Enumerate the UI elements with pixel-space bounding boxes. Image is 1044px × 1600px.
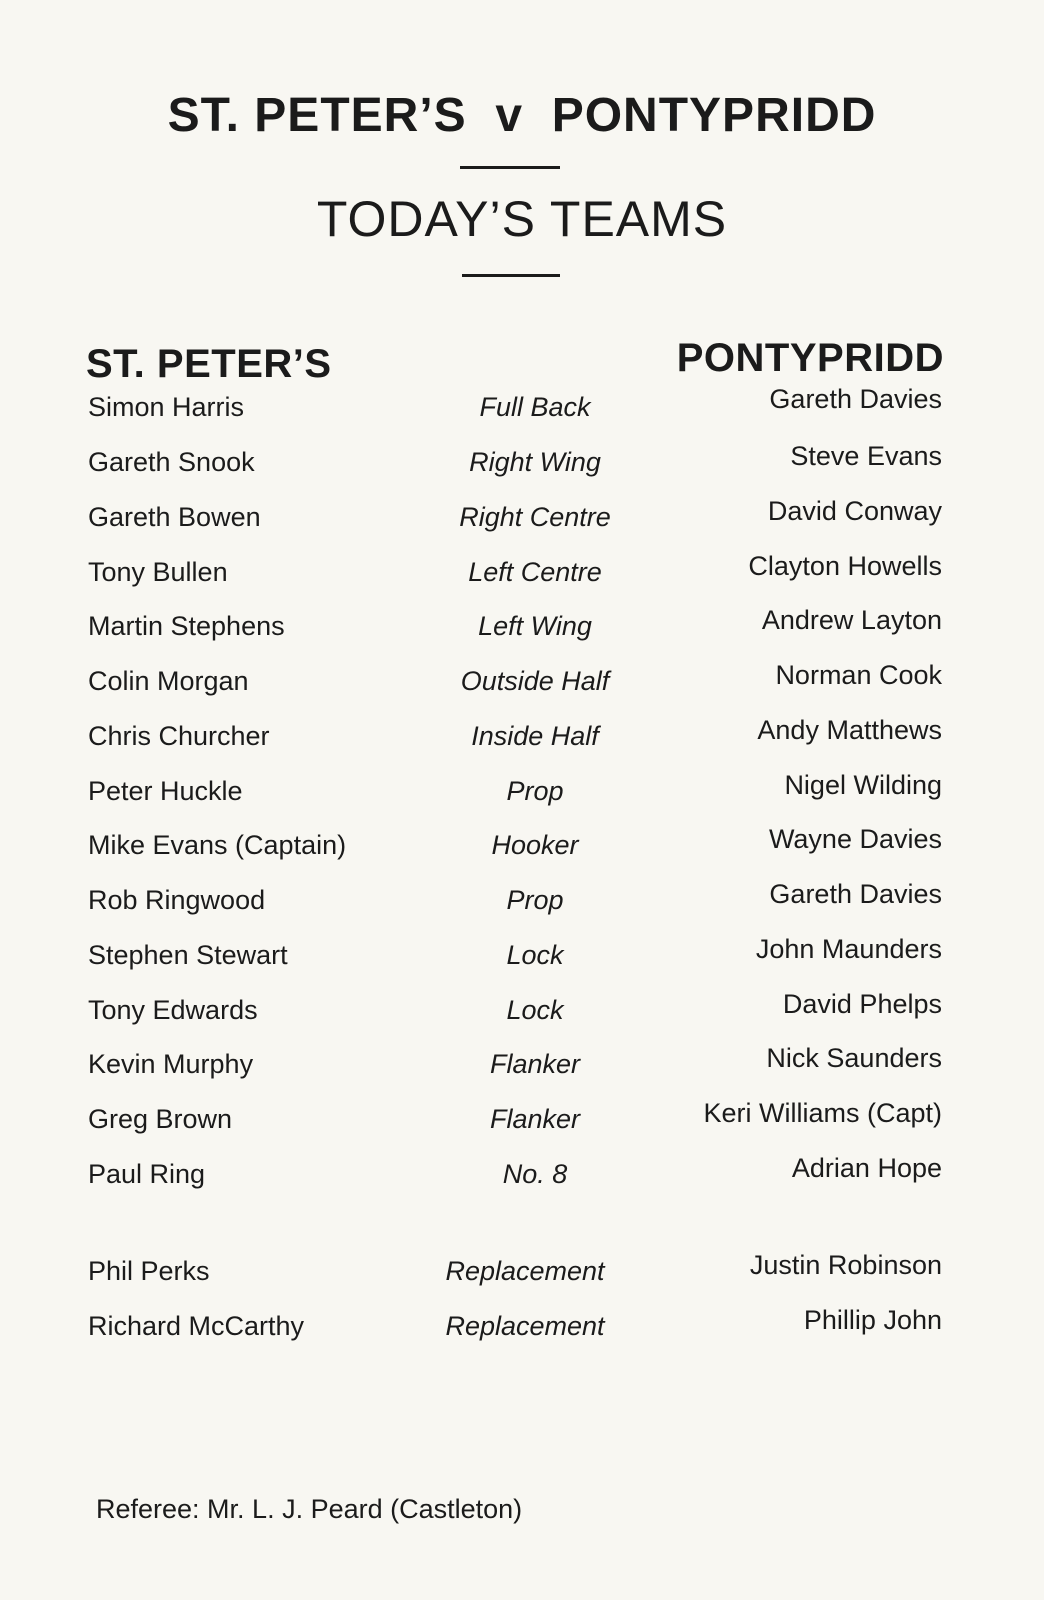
position-label: Right Wing xyxy=(469,447,601,477)
away-player: Norman Cook xyxy=(775,660,942,690)
away-player: Andy Matthews xyxy=(757,715,942,745)
away-player: Wayne Davies xyxy=(768,824,942,854)
home-player: Chris Churcher xyxy=(88,721,270,751)
away-player: Justin Robinson xyxy=(749,1250,942,1280)
replacement-row xyxy=(0,1305,1044,1351)
away-player: Steve Evans xyxy=(790,441,942,471)
lineup-row xyxy=(0,770,1044,816)
position-label: Lock xyxy=(506,940,564,970)
lineup-row xyxy=(0,496,1044,542)
lineup-row xyxy=(0,551,1044,597)
position-label: Prop xyxy=(506,776,564,806)
away-player: Nigel Wilding xyxy=(784,770,942,800)
position-label: Right Centre xyxy=(459,502,611,532)
away-player: Nick Saunders xyxy=(766,1043,942,1073)
home-player: Kevin Murphy xyxy=(88,1049,254,1079)
position-label: Full Back xyxy=(479,392,591,422)
position-label: Outside Half xyxy=(460,666,610,696)
home-player: Gareth Snook xyxy=(88,447,255,477)
position-label: Replacement xyxy=(445,1311,605,1341)
page-subtitle: TODAY’S TEAMS xyxy=(316,191,728,247)
home-team-heading: ST. PETER’S xyxy=(86,342,332,386)
away-player: Gareth Davies xyxy=(769,879,942,909)
lineup-row xyxy=(0,605,1044,651)
lineup-row xyxy=(0,715,1044,761)
away-player: Adrian Hope xyxy=(791,1153,942,1183)
position-label: Lock xyxy=(506,995,564,1025)
position-label: Flanker xyxy=(489,1104,581,1134)
home-player: Martin Stephens xyxy=(88,611,285,641)
home-player: Gareth Bowen xyxy=(88,502,261,532)
home-player: Rob Ringwood xyxy=(88,885,266,915)
position-label: Left Wing xyxy=(478,611,592,641)
home-player: Mike Evans (Captain) xyxy=(88,830,347,860)
home-player: Richard McCarthy xyxy=(88,1311,305,1341)
home-player: Tony Edwards xyxy=(88,995,258,1025)
home-player: Colin Morgan xyxy=(88,666,249,696)
lineup-row xyxy=(0,879,1044,925)
subtitle-divider xyxy=(462,274,560,277)
away-team-heading: PONTYPRIDD xyxy=(676,336,944,380)
position-label: Left Centre xyxy=(468,557,602,587)
position-label: Replacement xyxy=(445,1256,605,1286)
away-player: Clayton Howells xyxy=(748,551,942,581)
away-player: Keri Williams (Capt) xyxy=(703,1098,942,1128)
home-player: Phil Perks xyxy=(88,1256,210,1286)
lineup-row xyxy=(0,1043,1044,1089)
home-player: Tony Bullen xyxy=(88,557,228,587)
away-player: Phillip John xyxy=(803,1305,942,1335)
match-title: ST. PETER’S v PONTYPRIDD xyxy=(167,89,877,142)
away-player: David Conway xyxy=(767,496,942,526)
away-player: John Maunders xyxy=(755,934,942,964)
home-player: Peter Huckle xyxy=(88,776,243,806)
home-player: Greg Brown xyxy=(88,1104,233,1134)
lineup-row xyxy=(0,1098,1044,1144)
lineup-row xyxy=(0,660,1044,706)
position-label: No. 8 xyxy=(502,1159,568,1189)
referee-line: Referee: Mr. L. J. Peard (Castleton) xyxy=(96,1494,523,1524)
lineup-row xyxy=(0,1153,1044,1199)
position-label: Hooker xyxy=(491,830,579,860)
away-player: Gareth Davies xyxy=(769,384,942,414)
home-player: Simon Harris xyxy=(88,392,245,422)
title-divider xyxy=(460,166,560,169)
lineup-row xyxy=(0,441,1044,487)
position-label: Prop xyxy=(506,885,564,915)
lineup-row xyxy=(0,824,1044,870)
away-player: Andrew Layton xyxy=(761,605,942,635)
replacement-row xyxy=(0,1250,1044,1296)
lineup-row xyxy=(0,934,1044,980)
position-label: Flanker xyxy=(489,1049,581,1079)
position-label: Inside Half xyxy=(471,721,599,751)
lineup-row xyxy=(0,989,1044,1035)
home-player: Paul Ring xyxy=(88,1159,206,1189)
away-player: David Phelps xyxy=(782,989,942,1019)
lineup-row xyxy=(0,384,1044,432)
home-player: Stephen Stewart xyxy=(88,940,288,970)
